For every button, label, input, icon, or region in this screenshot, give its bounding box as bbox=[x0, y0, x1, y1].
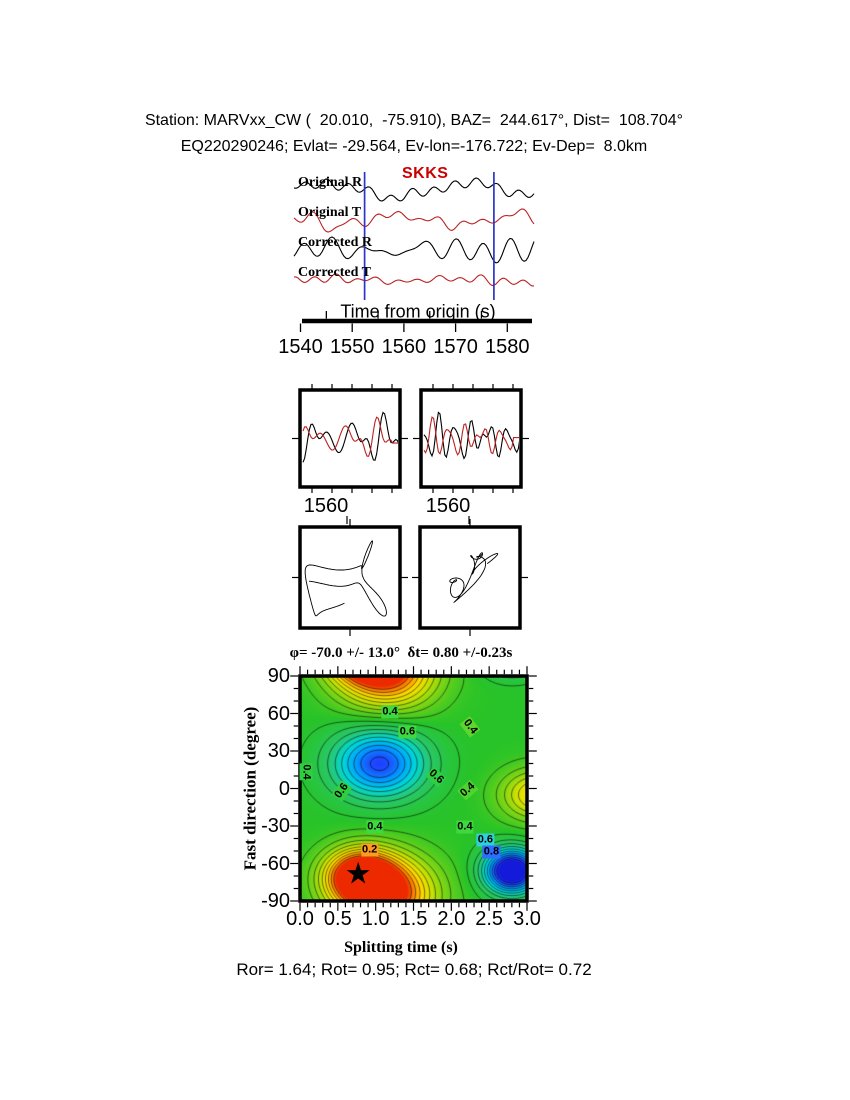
phase-label: SKKS bbox=[402, 165, 449, 182]
event-header: EQ220290246; Evlat= -29.564, Ev-lon=-176.722; Ev-Dep= 8.0km bbox=[180, 138, 648, 155]
y-tick-label: -60 bbox=[261, 852, 290, 875]
contour-level-label: 0.4 bbox=[300, 764, 313, 780]
particle-motion-curve-original bbox=[305, 541, 386, 616]
time-tick-label: 1570 bbox=[433, 336, 478, 358]
particle-motion-panel bbox=[288, 518, 548, 650]
y-tick-label: 60 bbox=[267, 702, 290, 725]
contour-level-label: 0.4 bbox=[382, 705, 398, 718]
y-tick-label: 90 bbox=[267, 665, 290, 687]
x-tick-label: 0.0 bbox=[286, 908, 314, 930]
time-axis-title: Time from origin (s) bbox=[340, 301, 496, 322]
x-tick-label: 1.0 bbox=[361, 908, 390, 930]
quality-metrics: Ror= 1.64; Rot= 0.95; Rct= 0.68; Rct/Rot= 0.72 bbox=[236, 960, 592, 979]
contour-level-label: 0.4 bbox=[367, 820, 383, 833]
y-axis-label: Fast direction (degree) bbox=[240, 706, 260, 871]
contour-level-label: 0.4 bbox=[457, 779, 478, 799]
contour-level-label: 0.6 bbox=[399, 725, 416, 738]
y-tick-label: 30 bbox=[267, 740, 290, 762]
trace-label-original-r: Original R bbox=[298, 175, 363, 190]
contour-level-label: 0.4 bbox=[457, 820, 473, 833]
best-solution-star-icon: ★ bbox=[344, 857, 372, 891]
x-tick-label: 0.5 bbox=[323, 908, 352, 930]
time-tick-label: 1560 bbox=[381, 336, 427, 358]
misfit-contour-panel bbox=[236, 645, 566, 990]
x-tick-label: 2.5 bbox=[475, 908, 504, 930]
contour-level-label: 0.6 bbox=[477, 833, 494, 846]
y-tick-label: -30 bbox=[261, 815, 290, 837]
splitting-result-title: φ= -70.0 +/- 13.0° δt= 0.80 +/-0.23s bbox=[289, 645, 513, 661]
station-header: Station: MARVxx_CW ( 20.010, -75.910), BAZ= 244.617°, Dist= 108.704° bbox=[144, 112, 684, 129]
x-tick-label: 1.5 bbox=[399, 908, 428, 930]
contour-level-label: 0.2 bbox=[361, 843, 378, 856]
time-tick-label: 1550 bbox=[329, 336, 375, 358]
particle-motion-curve-corrected bbox=[450, 553, 498, 603]
comparison-tick-label: 1560 bbox=[425, 495, 471, 517]
time-axis bbox=[278, 301, 550, 362]
trace-label-original-t: Original T bbox=[298, 205, 362, 220]
time-tick-label: 1540 bbox=[278, 336, 323, 358]
waveform-panel bbox=[288, 168, 540, 314]
particle-box-original bbox=[300, 527, 400, 628]
time-tick-label: 1580 bbox=[485, 336, 530, 358]
trace-label-corrected-t: Corrected T bbox=[298, 265, 371, 280]
comparison-panel bbox=[288, 378, 548, 530]
x-tick-label: 3.0 bbox=[513, 908, 541, 930]
contour-level-label: 0.4 bbox=[461, 717, 481, 737]
misfit-surface-canvas bbox=[300, 676, 527, 901]
comparison-tick-label: 1560 bbox=[303, 495, 349, 517]
x-axis-label: Splitting time (s) bbox=[344, 939, 458, 956]
y-tick-label: 0 bbox=[278, 777, 290, 800]
overlay-trace-black bbox=[303, 413, 399, 463]
trace-label-corrected-r: Corrected R bbox=[298, 235, 372, 250]
contour-level-label: 0.8 bbox=[483, 845, 500, 858]
y-tick-label: -90 bbox=[261, 890, 290, 912]
x-tick-label: 2.0 bbox=[437, 908, 466, 930]
contour-level-label: 0.6 bbox=[426, 767, 447, 787]
comparison-box bbox=[300, 390, 400, 487]
contour-level-label: 0.6 bbox=[332, 781, 352, 801]
